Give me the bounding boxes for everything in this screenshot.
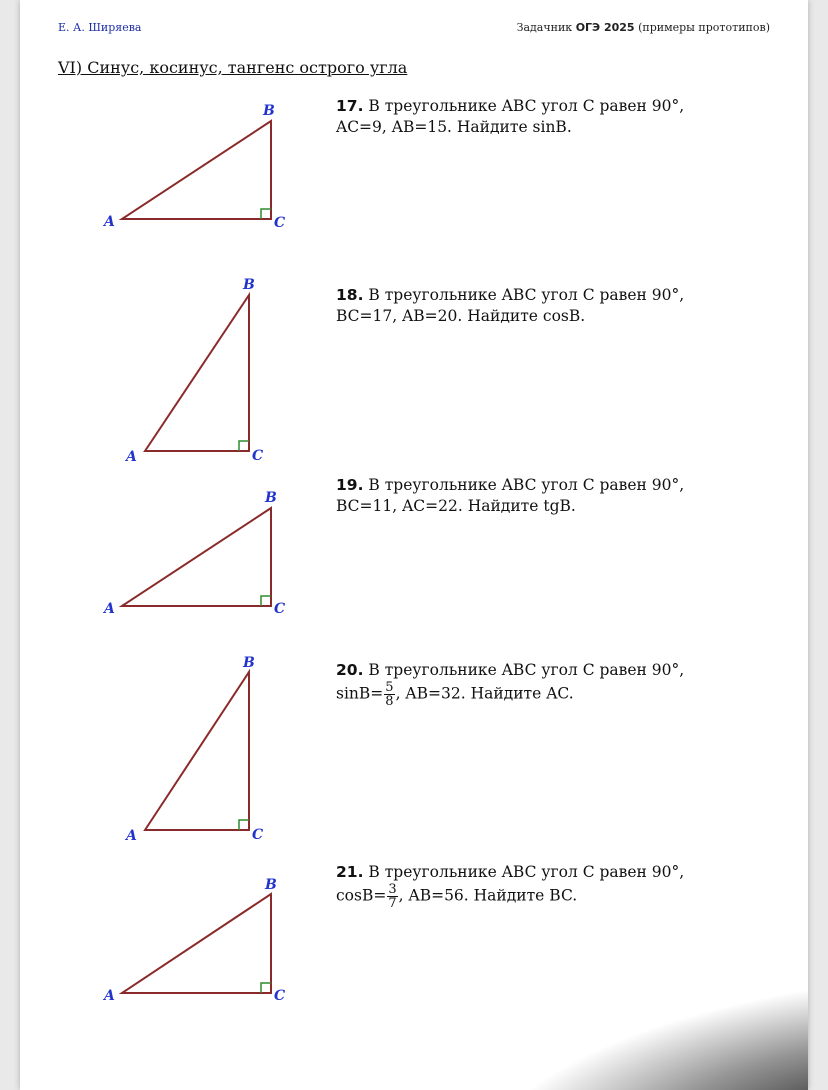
- triangle-19-shape: [122, 508, 271, 606]
- task-line1: В треугольнике ABC угол C равен 90°,: [368, 286, 685, 304]
- task-line1: В треугольнике ABC угол C равен 90°,: [368, 661, 685, 679]
- task-line2: BC=11, AC=22. Найдите tgB.: [336, 497, 576, 515]
- vertex-a-label: A: [104, 988, 115, 1004]
- vertex-b-label: B: [243, 277, 255, 293]
- right-angle-mark-18: [239, 441, 249, 451]
- task-number: 19.: [336, 476, 364, 494]
- task-eq: =: [373, 886, 387, 905]
- vertex-c-label: C: [252, 827, 264, 843]
- vertex-a-label: A: [126, 449, 137, 465]
- header-title-bold: ОГЭ 2025: [575, 21, 635, 34]
- triangle-figure-20: [20, 652, 320, 847]
- fraction-numerator: 5: [385, 680, 394, 695]
- vertex-a-label: A: [104, 601, 115, 617]
- vertex-c-label: C: [274, 215, 286, 231]
- task-17: [336, 96, 756, 138]
- vertex-a-label: A: [126, 828, 137, 844]
- task-19: [336, 475, 756, 517]
- triangle-20-shape: [145, 672, 249, 830]
- task-eq: =: [370, 684, 384, 703]
- task-line1: В треугольнике ABC угол C равен 90°,: [368, 476, 685, 494]
- task-fn: cosB: [336, 886, 374, 905]
- task-line1: В треугольнике ABC угол C равен 90°,: [368, 863, 685, 881]
- task-number: 18.: [336, 286, 364, 304]
- fraction: [387, 883, 397, 910]
- vertex-c-label: C: [274, 988, 286, 1004]
- vertex-b-label: B: [265, 877, 277, 893]
- header-title-prefix: Задачник: [516, 21, 573, 34]
- triangle-18-shape: [145, 295, 249, 451]
- vertex-c-label: C: [274, 601, 286, 617]
- vertex-b-label: B: [265, 490, 277, 506]
- triangle-figure-21: [20, 870, 320, 1010]
- header-author: Е. А. Ширяева: [58, 21, 142, 34]
- fraction-denominator: 7: [388, 896, 397, 911]
- task-line2-rest: , AB=56. Найдите BC.: [398, 886, 578, 905]
- task-20: [336, 660, 756, 708]
- triangle-figure-18: [20, 273, 320, 468]
- section-title: VI) Синус, косинус, тангенс острого угла: [58, 58, 408, 77]
- triangle-17-shape: [122, 121, 271, 219]
- right-angle-mark-21: [261, 983, 271, 993]
- right-angle-mark-20: [239, 820, 249, 830]
- task-number: 20.: [336, 661, 364, 679]
- header-title-suffix: (примеры прототипов): [638, 21, 770, 34]
- task-21: [336, 862, 756, 910]
- task-line1: В треугольнике ABC угол C равен 90°,: [368, 97, 685, 115]
- triangle-figure-19: [20, 485, 320, 620]
- header-title: [517, 21, 770, 34]
- task-number: 21.: [336, 863, 364, 881]
- task-number: 17.: [336, 97, 364, 115]
- right-angle-mark-19: [261, 596, 271, 606]
- fraction: [384, 681, 394, 708]
- triangle-figure-17: [20, 95, 320, 240]
- task-fn: sinB: [336, 684, 371, 703]
- vertex-b-label: B: [243, 655, 255, 671]
- vertex-c-label: C: [252, 448, 264, 464]
- task-line2: AC=9, AB=15. Найдите sinB.: [336, 118, 572, 136]
- fraction-denominator: 8: [385, 694, 394, 709]
- page-curl-shadow: [471, 986, 808, 1090]
- vertex-a-label: A: [104, 214, 115, 230]
- fraction-numerator: 3: [388, 882, 397, 897]
- document-page: [20, 0, 808, 1090]
- right-angle-mark-17: [261, 209, 271, 219]
- vertex-b-label: B: [263, 103, 275, 119]
- task-line2-rest: , AB=32. Найдите AC.: [395, 684, 574, 703]
- triangle-21-shape: [122, 894, 271, 993]
- task-line2: BC=17, AB=20. Найдите cosB.: [336, 307, 586, 325]
- task-18: [336, 285, 756, 327]
